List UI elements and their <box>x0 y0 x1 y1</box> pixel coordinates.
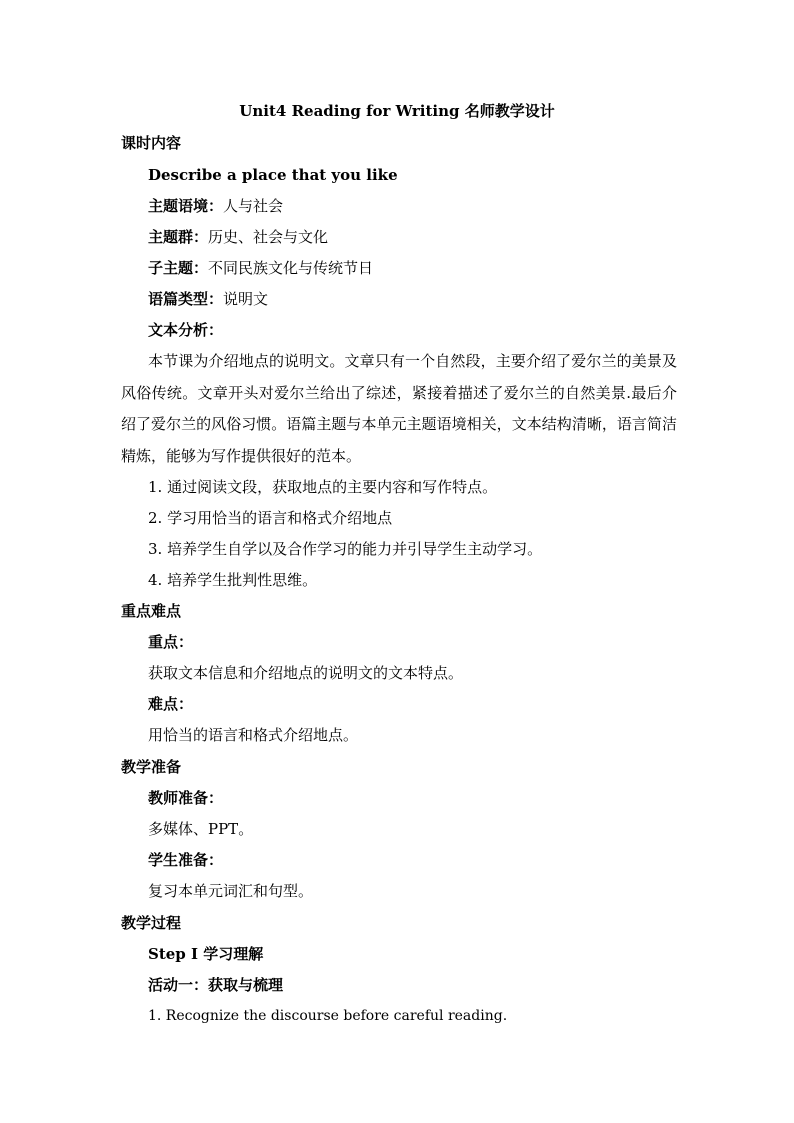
analysis-label: 文本分析： <box>148 321 224 339</box>
objective-item: 1. 通过阅读文段，获取地点的主要内容和写作特点。 <box>148 478 498 496</box>
difficult-label: 难点： <box>148 695 194 713</box>
teacher-prep-label: 教师准备： <box>148 789 224 807</box>
process-item: 1. Recognize the discourse before careful reading. <box>148 1008 508 1024</box>
key-value: 获取文本信息和介绍地点的说明文的文本特点。 <box>148 664 464 682</box>
text-type-value: 说明文 <box>223 290 269 308</box>
sub-theme-label: 子主题： <box>148 259 209 277</box>
objective-item: 2. 学习用恰当的语言和格式介绍地点 <box>148 509 393 527</box>
sub-theme-row <box>148 258 373 278</box>
theme-context-row <box>148 196 283 216</box>
document-title: Unit4 Reading for Writing 名师教学设计 <box>239 102 555 120</box>
step1-heading: Step I 学习理解 <box>148 945 264 963</box>
student-prep-value: 复习本单元词汇和句型。 <box>148 882 314 900</box>
theme-group-row <box>148 227 328 247</box>
theme-group-label: 主题群： <box>148 228 209 246</box>
activity1-heading: 活动一：获取与梳理 <box>148 976 284 994</box>
difficult-value: 用恰当的语言和格式介绍地点。 <box>148 726 359 744</box>
heading-lesson-content: 课时内容 <box>121 134 182 152</box>
sub-theme-value: 不同民族文化与传统节日 <box>208 259 374 277</box>
teacher-prep-value: 多媒体、PPT。 <box>148 820 254 838</box>
text-type-row <box>148 289 268 309</box>
objective-item: 3. 培养学生自学以及合作学习的能力并引导学生主动学习。 <box>148 540 543 558</box>
student-prep-label: 学生准备： <box>148 851 224 869</box>
text-type-label: 语篇类型： <box>148 290 224 308</box>
objective-item: 4. 培养学生批判性思维。 <box>148 571 318 589</box>
theme-group-value: 历史、社会与文化 <box>208 228 329 246</box>
theme-context-label: 主题语境： <box>148 197 224 215</box>
analysis-paragraph: 本节课为介绍地点的说明文。文章只有一个自然段，主要介绍了爱尔兰的美景及风俗传统。文章开头对爱尔兰给出了综述，紧接着描述了爱尔兰的自然美景.最后介绍了爱尔兰的风俗习惯。语篇主题与本单元主题语境相关，文本结构清晰，语言简洁精炼，能够为写作提供很好的范本。 <box>121 352 677 465</box>
theme-context-value: 人与社会 <box>223 197 284 215</box>
key-label: 重点： <box>148 633 194 651</box>
heading-key-difficult: 重点难点 <box>121 602 182 620</box>
heading-prep: 教学准备 <box>121 758 182 776</box>
heading-process: 教学过程 <box>121 914 182 932</box>
lesson-subtitle: Describe a place that you like <box>148 166 398 184</box>
